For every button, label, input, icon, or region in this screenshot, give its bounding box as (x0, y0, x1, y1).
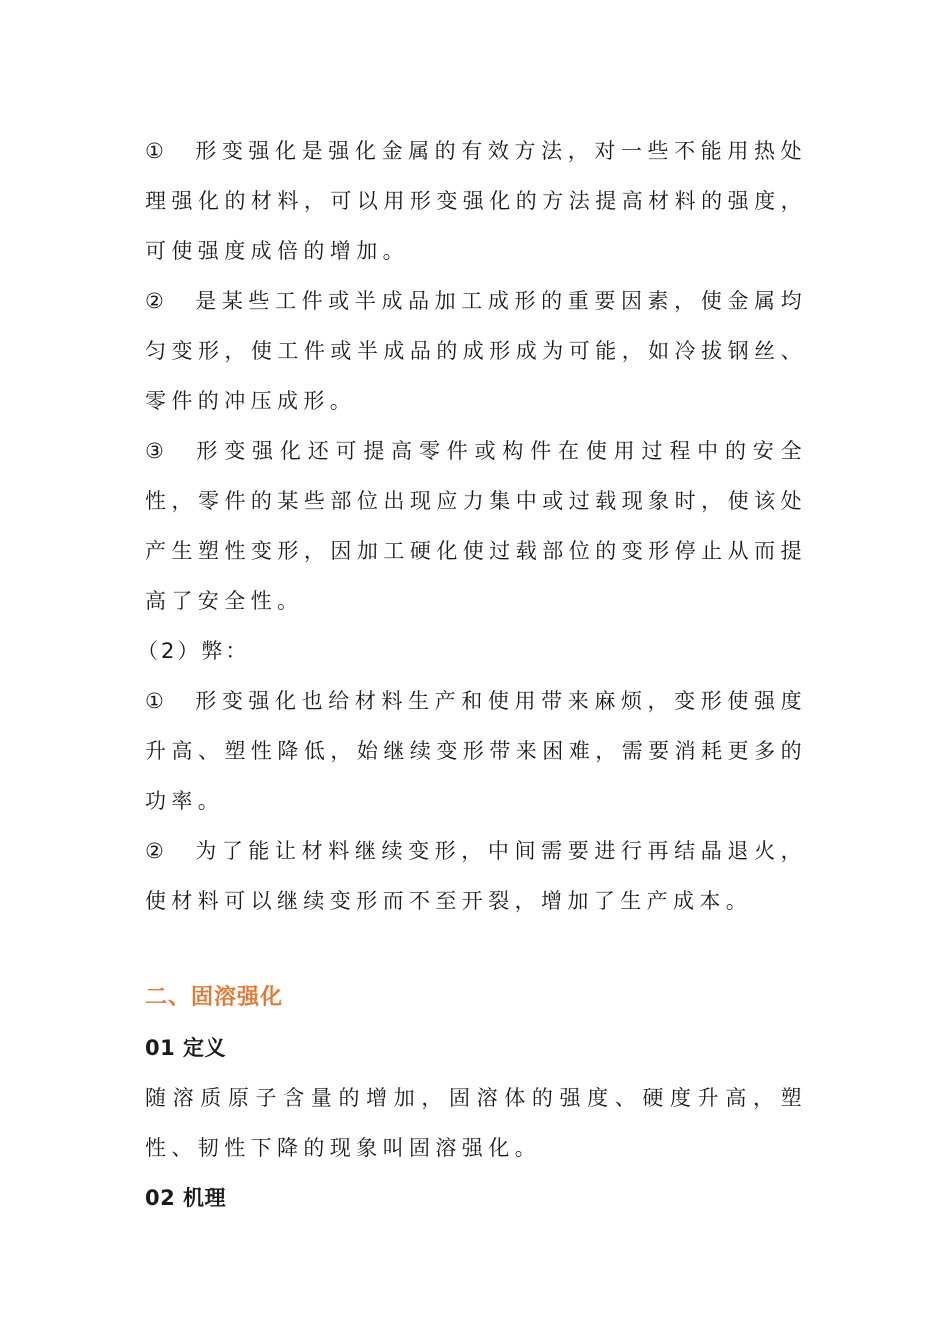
advantage-item-3 (145, 426, 807, 626)
item-text: 形变强化也给材料生产和使用带来麻烦，变形使强度升高、塑性降低，始继续变形带来困难，需要消耗更多的功率。 (145, 689, 807, 813)
advantage-item-2 (145, 276, 807, 426)
item-text: 为了能让材料继续变形，中间需要进行再结晶退火，使材料可以继续变形而不至开裂，增加了生产成本。 (145, 839, 807, 913)
disadvantages-label: （2）弊： (137, 639, 250, 663)
item-marker: ① (145, 139, 164, 163)
item-text: 形变强化是强化金属的有效方法，对一些不能用热处理强化的材料，可以用形变强化的方法提高材料的强度，可使强度成倍的增加。 (145, 139, 807, 263)
item-text: 是某些工件或半成品加工成形的重要因素，使金属均匀变形，使工件或半成品的成形成为可能，如冷拔钢丝、零件的冲压成形。 (145, 289, 807, 413)
section-title: 二、固溶强化 (145, 985, 284, 1010)
item-marker: ② (145, 839, 164, 863)
item-text: 形变强化还可提高零件或构件在使用过程中的安全性，零件的某些部位出现应力集中或过载现象时，使该处产生塑性变形，因加工硬化使过载部位的变形停止从而提高了安全性。 (145, 439, 807, 613)
advantage-item-1 (145, 126, 807, 276)
disadvantage-item-2 (145, 826, 807, 926)
definition-text: 随溶质原子含量的增加，固溶体的强度、硬度升高，塑性、韧性下降的现象叫固溶强化。 (145, 1086, 807, 1160)
item-marker: ③ (145, 439, 164, 463)
item-marker: ② (145, 289, 164, 313)
mechanism-heading: 02 机理 (145, 1186, 227, 1210)
disadvantage-item-1 (145, 676, 807, 826)
document-body (137, 126, 807, 1223)
definition-heading: 01 定义 (145, 1036, 227, 1060)
item-marker: ① (145, 689, 164, 713)
